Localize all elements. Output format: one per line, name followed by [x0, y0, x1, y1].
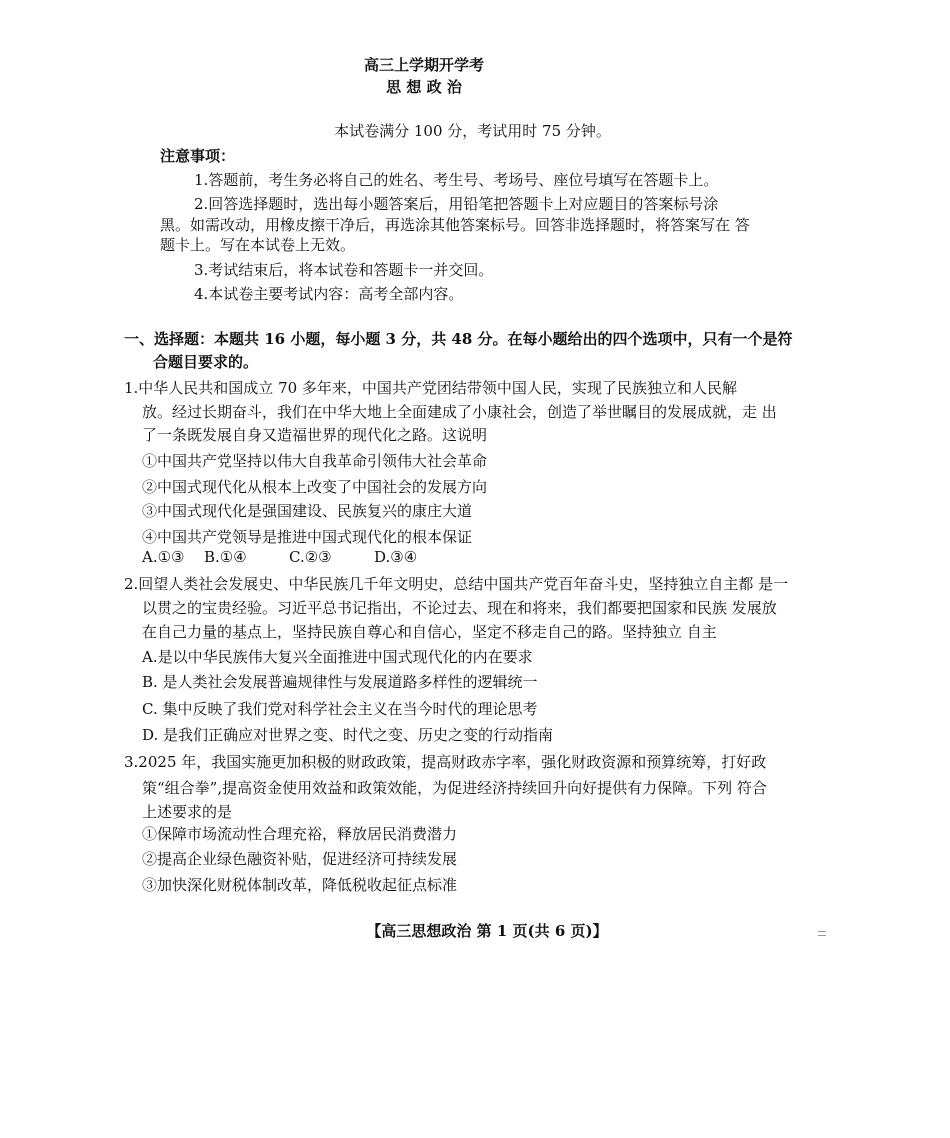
question-3-statement: ②提高企业绿色融资补贴，促进经济可持续发展	[142, 850, 458, 868]
exam-info: 本试卷满分 100 分，考试用时 75 分钟。	[334, 122, 611, 140]
question-1-stem: 1.中华人民共和国成立 70 多年来，中国共产党团结带领中国人民，实现了民族独立和人民解	[124, 379, 737, 397]
question-1-stem: 了一条既发展自身又造福世界的现代化之路。这说明	[142, 426, 488, 444]
question-2-option-a: A.是以中华民族伟大复兴全面推进中国式现代化的内在要求	[142, 648, 533, 666]
notice-heading: 注意事项：	[160, 147, 236, 165]
question-3-stem: 上述要求的是	[142, 803, 233, 821]
notice-item: 题卡上。写在本试卷上无效。	[160, 236, 356, 254]
question-2-stem: 2.回望人类社会发展史、中华民族几千年文明史，总结中国共产党百年奋斗史，坚持独立自主都 是一	[124, 575, 789, 593]
question-1-statement: ③中国式现代化是强国建设、民族复兴的康庄大道	[142, 502, 473, 520]
option-d: D.③④	[374, 548, 418, 566]
section-heading: 一、选择题：本题共 16 小题，每小题 3 分，共 48 分。在每小题给出的四个选项中，只有一个是符	[124, 330, 793, 348]
question-2-stem: 在自己力量的基点上，坚持民族自尊心和自信心，坚定不移走自己的路。坚持独立 自主	[142, 623, 717, 641]
notice-item: 2.回答选择题时，选出每小题答案后，用铅笔把答题卡上对应题目的答案标号涂	[194, 195, 719, 213]
option-c: C.②③	[289, 548, 332, 566]
question-1-stem: 放。经过长期奋斗，我们在中华大地上全面建成了小康社会，创造了举世瞩目的发展成就，走 出	[142, 403, 777, 421]
question-1-options	[142, 547, 417, 567]
question-3-statement: ③加快深化财税体制改革，降低税收起征点标准	[142, 876, 458, 894]
subject-title: 思 想 政 治	[386, 78, 462, 96]
scan-mark	[818, 931, 826, 936]
question-2-option-d: D. 是我们正确应对世界之变、时代之变、历史之变的行动指南	[142, 726, 554, 744]
section-heading-cont: 合题目要求的。	[153, 353, 259, 371]
notice-item: 1.答题前，考生务必将自己的姓名、考生号、考场号、座位号填写在答题卡上。	[194, 171, 719, 189]
option-a: A.①③	[142, 548, 185, 566]
question-1-statement: ①中国共产党坚持以伟大自我革命引领伟大社会革命	[142, 452, 488, 470]
page-footer: 【高三思想政治 第 1 页(共 6 页)】	[366, 922, 608, 940]
exam-title: 高三上学期开学考	[363, 56, 484, 74]
question-2-stem: 以贯之的宝贵经验。习近平总书记指出，不论过去、现在和将来，我们都要把国家和民族 发展放	[142, 599, 777, 617]
question-2-option-c: C. 集中反映了我们党对科学社会主义在当今时代的理论思考	[142, 700, 538, 718]
question-1-statement: ④中国共产党领导是推进中国式现代化的根本保证	[142, 528, 473, 546]
notice-item: 4.本试卷主要考试内容：高考全部内容。	[194, 285, 464, 303]
question-3-stem: 3.2025 年，我国实施更加积极的财政政策，提高财政赤字率，强化财政资源和预算统筹，打好政	[124, 753, 767, 771]
question-1-statement: ②中国式现代化从根本上改变了中国社会的发展方向	[142, 478, 488, 496]
notice-item: 3.考试结束后，将本试卷和答题卡一并交回。	[194, 261, 494, 279]
question-3-stem: 策“组合拳”,提高资金使用效益和政策效能，为促进经济持续回升向好提供有力保障。下列 符合	[142, 779, 767, 797]
option-b: B.①④	[204, 548, 247, 566]
notice-item: 黑。如需改动，用橡皮擦干净后，再选涂其他答案标号。回答非选择题时，将答案写在 答	[160, 216, 750, 234]
question-3-statement: ①保障市场流动性合理充裕，释放居民消费潜力	[142, 825, 458, 843]
question-2-option-b: B. 是人类社会发展普遍规律性与发展道路多样性的逻辑统一	[142, 673, 538, 691]
